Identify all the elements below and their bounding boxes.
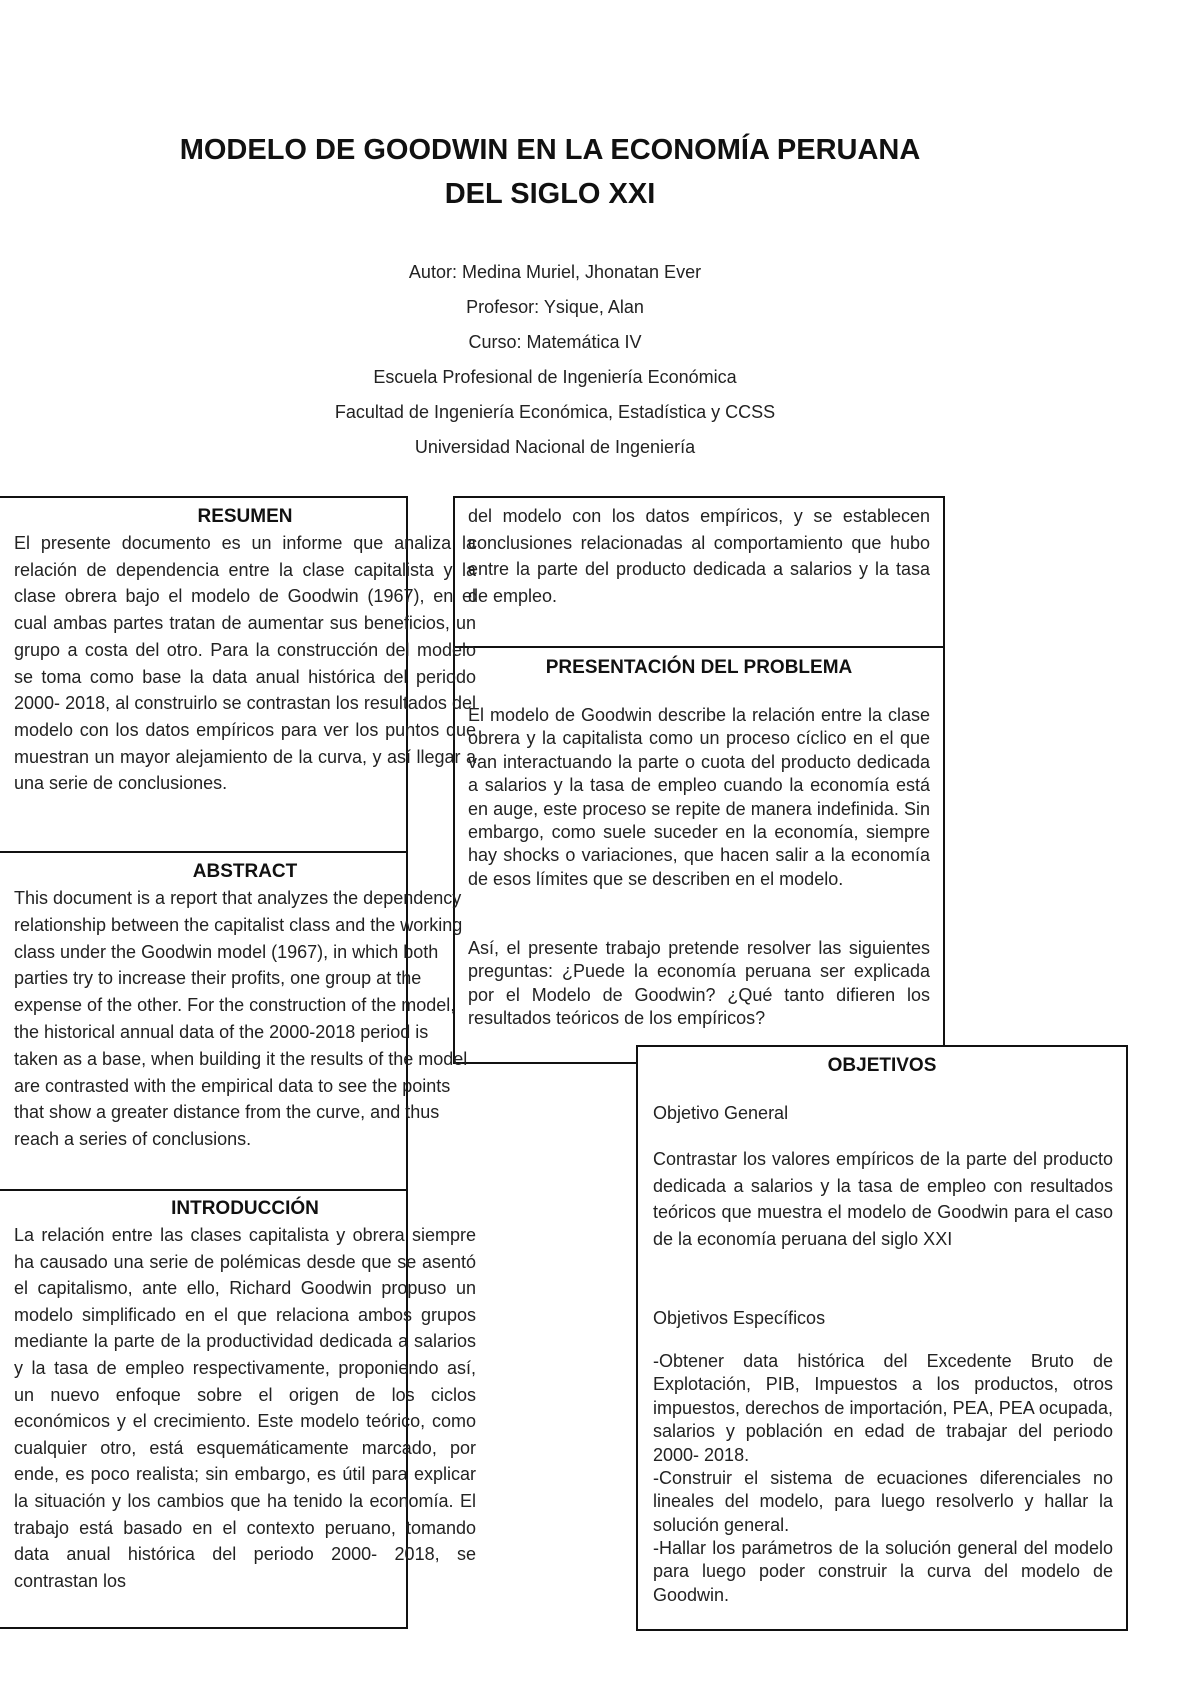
university-line: Universidad Nacional de Ingeniería [414,437,696,457]
objetivo-especifico-2: -Construir el sistema de ecuaciones diferenciales no lineales del modelo, para luego resolverlo y hallar la solución general. [653,1468,1113,1535]
problema-text-2: Así, el presente trabajo pretende resolver las siguientes preguntas: ¿Puede la economía peruana ser explicada por el Modelo de Goodwin? ¿Qué tanto difieren los resultados teóricos de los empíricos? [468,938,930,1029]
objetivos-heading: OBJETIVOS [827,1055,937,1076]
objetivo-especifico-1: -Obtener data histórica del Excedente Bruto de Explotación, PIB, Impuestos a los productos, otros impuestos, derechos de importación, PEA, PEA ocupada, salarios y población en edad de trabajar del periodo 2000- 2018. [653,1351,1113,1465]
professor-line: Profesor: Ysique, Alan [466,297,644,317]
introduccion-heading: INTRODUCCIÓN [171,1198,319,1219]
faculty-line: Facultad de Ingeniería Económica, Estadística y CCSS [334,402,776,422]
problema-text-1: El modelo de Goodwin describe la relación entre la clase obrera y la capitalista como un proceso cíclico en el que van interactuando la parte o cuota del producto dedicada a salarios y la tasa de empleo cuando la economía está en auge, este proceso se repite de manera indefinida. Sin embargo, como suele suceder en la economía, siempre hay shocks o variaciones, que hacen salir a la economía de esos límites que se describen en el modelo. [468,705,930,889]
resumen-text: El presente documento es un informe que analiza la relación de dependencia entre la clase capitalista y la clase obrera bajo el modelo de Goodwin (1967), en el cual ambas partes tratan de aumentar sus beneficios, un grupo a costa del otro. Para la construcción del modelo se toma como base la data anual histórica del periodo 2000- 2018, al construirlo se contrastan los resultados del modelo con los datos empíricos para ver los puntos que muestran un mayor alejamiento de la curva, y así llegar a una serie de conclusiones. [14,533,476,794]
title-line-2: DEL SIGLO XXI [444,178,656,210]
objetivo-general-text: Contrastar los valores empíricos de la parte del producto dedicada a salarios y la tasa de empleo con resultados teóricos que muestra el modelo de Goodwin para el caso de la economía peruana del siglo XXI [653,1149,1113,1250]
problema-heading: PRESENTACIÓN DEL PROBLEMA [545,657,853,678]
objetivos-especificos-label: Objetivos Específicos [653,1308,826,1328]
abstract-text: This document is a report that analyzes the dependency relationship between the capitalist class and the working class under the Goodwin model (1967), in which both parties try to increase their profits, one group at the expense of the other. For the construction of the model, the historical annual data of the 2000-2018 period is taken as a base, when building it the results of the model are contrasted with the empirical data to see the points that show a greater distance from the curve, and thus reach a series of conclusions. [14,888,468,1150]
objetivo-especifico-3: -Hallar los parámetros de la solución general del modelo para luego poder construir la curva del modelo de Goodwin. [653,1538,1113,1605]
continuation-text: del modelo con los datos empíricos, y se establecen conclusiones relacionadas al comportamiento que hubo entre la parte del producto dedicada a salarios y la tasa de empleo. [468,506,930,606]
resumen-heading: RESUMEN [197,506,293,527]
school-line: Escuela Profesional de Ingeniería Económica [373,367,737,387]
author-line: Autor: Medina Muriel, Jhonatan Ever [408,262,702,282]
document-title [0,128,1100,216]
objetivo-general-label: Objetivo General [653,1103,789,1123]
course-line: Curso: Matemática IV [468,332,642,352]
abstract-heading: ABSTRACT [192,861,298,882]
title-line-1: MODELO DE GOODWIN EN LA ECONOMÍA PERUANA [179,134,921,166]
introduccion-text: La relación entre las clases capitalista y obrera siempre ha causado una serie de polémicas desde que se asentó el capitalismo, ante ello, Richard Goodwin propuso un modelo simplificado en el que relaciona ambos grupos mediante la parte de la productividad dedicada a salarios y la tasa de empleo respectivamente, proponiendo así, un nuevo enfoque sobre el origen de los ciclos económicos y el crecimiento. Este modelo teórico, como cualquier otro, está esquemáticamente marcado, por ende, es poco realista; sin embargo, es útil para explicar la situación y los cambios que ha tenido la economía. El trabajo está basado en el contexto peruano, tomando data anual histórica del periodo 2000- 2018, se contrastan los [14,1225,476,1591]
